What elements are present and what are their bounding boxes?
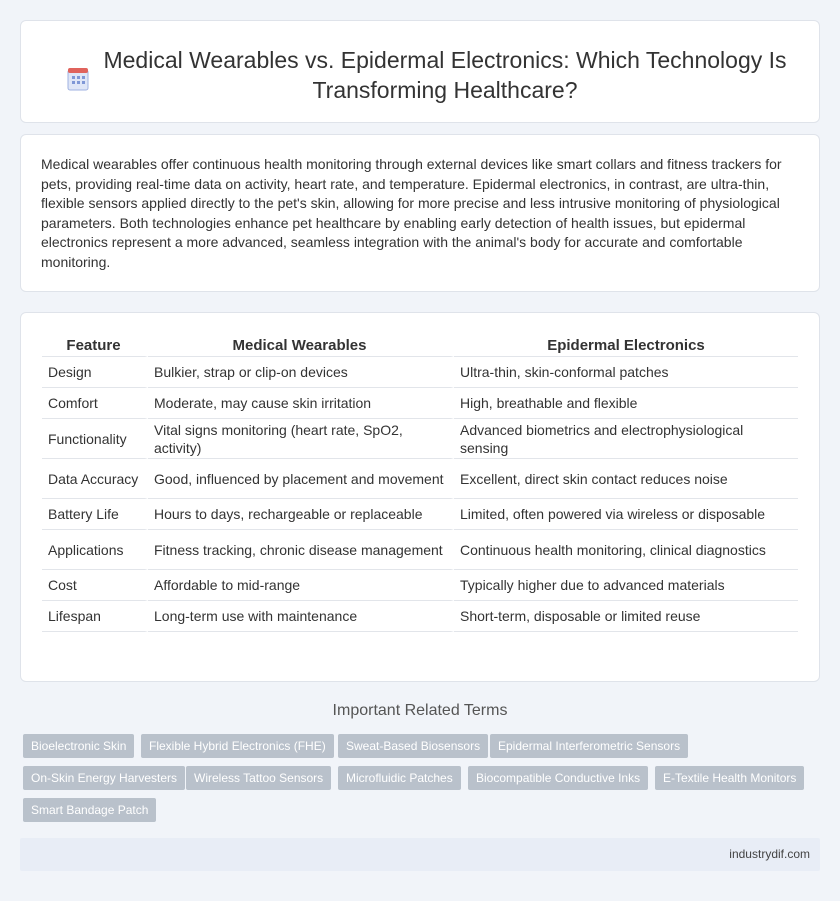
cell-feature: Applications xyxy=(42,530,148,570)
page-title: Medical Wearables vs. Epidermal Electronics: Which Technology Is Transforming Healthcare? xyxy=(103,47,787,103)
cell-epidermal-electronics: Typically higher due to advanced materials xyxy=(454,570,798,601)
cell-epidermal-electronics: High, breathable and flexible xyxy=(454,388,798,419)
table-row xyxy=(42,499,798,530)
cell-epidermal-electronics: Advanced biometrics and electrophysiological sensing xyxy=(454,419,798,459)
related-term-tag[interactable]: Bioelectronic Skin xyxy=(23,734,134,758)
comparison-table xyxy=(42,335,798,632)
table-row xyxy=(42,570,798,601)
related-term-tag[interactable]: Biocompatible Conductive Inks xyxy=(468,766,648,790)
related-term-tag[interactable]: Flexible Hybrid Electronics (FHE) xyxy=(141,734,334,758)
related-term-tag[interactable]: On-Skin Energy Harvesters xyxy=(23,766,185,790)
header-medical-wearables: Medical Wearables xyxy=(148,335,454,357)
cell-medical-wearables: Fitness tracking, chronic disease management xyxy=(148,530,454,570)
cell-feature: Data Accuracy xyxy=(42,459,148,499)
table-row xyxy=(42,459,798,499)
cell-epidermal-electronics: Excellent, direct skin contact reduces noise xyxy=(454,459,798,499)
cell-feature: Lifespan xyxy=(42,601,148,632)
cell-epidermal-electronics: Continuous health monitoring, clinical diagnostics xyxy=(454,530,798,570)
cell-feature: Battery Life xyxy=(42,499,148,530)
cell-medical-wearables: Good, influenced by placement and movement xyxy=(148,459,454,499)
cell-medical-wearables: Bulkier, strap or clip-on devices xyxy=(148,357,454,388)
header-feature: Feature xyxy=(42,335,148,357)
cell-medical-wearables: Vital signs monitoring (heart rate, SpO2, activity) xyxy=(148,419,454,459)
comparison-table-card xyxy=(20,312,820,682)
footer xyxy=(20,838,820,871)
cell-medical-wearables: Affordable to mid-range xyxy=(148,570,454,601)
footer-site[interactable]: industrydif.com xyxy=(729,847,810,861)
related-terms-title: Important Related Terms xyxy=(332,702,508,719)
cell-epidermal-electronics: Ultra-thin, skin-conformal patches xyxy=(454,357,798,388)
related-term-tag[interactable]: Smart Bandage Patch xyxy=(23,798,156,822)
related-term-tag[interactable]: E-Textile Health Monitors xyxy=(655,766,804,790)
header-epidermal-electronics: Epidermal Electronics xyxy=(454,335,798,357)
cell-feature: Design xyxy=(42,357,148,388)
cell-medical-wearables: Moderate, may cause skin irritation xyxy=(148,388,454,419)
table-row xyxy=(42,530,798,570)
cell-medical-wearables: Long-term use with maintenance xyxy=(148,601,454,632)
cell-medical-wearables: Hours to days, rechargeable or replaceable xyxy=(148,499,454,530)
related-term-tag[interactable]: Epidermal Interferometric Sensors xyxy=(490,734,688,758)
table-row xyxy=(42,357,798,388)
title-card xyxy=(20,20,820,123)
cell-epidermal-electronics: Short-term, disposable or limited reuse xyxy=(454,601,798,632)
table-row xyxy=(42,388,798,419)
cell-feature: Comfort xyxy=(42,388,148,419)
related-term-tag[interactable]: Wireless Tattoo Sensors xyxy=(186,766,331,790)
cell-epidermal-electronics: Limited, often powered via wireless or disposable xyxy=(454,499,798,530)
intro-card xyxy=(20,134,820,292)
table-row xyxy=(42,419,798,459)
table-row xyxy=(42,601,798,632)
related-term-tag[interactable]: Sweat-Based Biosensors xyxy=(338,734,488,758)
intro-paragraph: Medical wearables offer continuous health monitoring through external devices like smart collars and fitness trackers for pets, providing real-time data on activity, heart rate, and temperature. Epidermal electronics, in contrast, are ultra-thin, flexible sensors applied directly to the pet's skin, allowing for more precise and less intrusive monitoring of physiological parameters. Both technologies enhance pet healthcare by enabling early detection of health issues, but epidermal electronics represent a more advanced, seamless integration with the animal's body for accurate and comfortable monitoring. xyxy=(41,156,782,270)
related-term-tag[interactable]: Microfluidic Patches xyxy=(338,766,461,790)
cell-feature: Cost xyxy=(42,570,148,601)
cell-feature: Functionality xyxy=(42,419,148,459)
table-header-row xyxy=(42,335,798,357)
